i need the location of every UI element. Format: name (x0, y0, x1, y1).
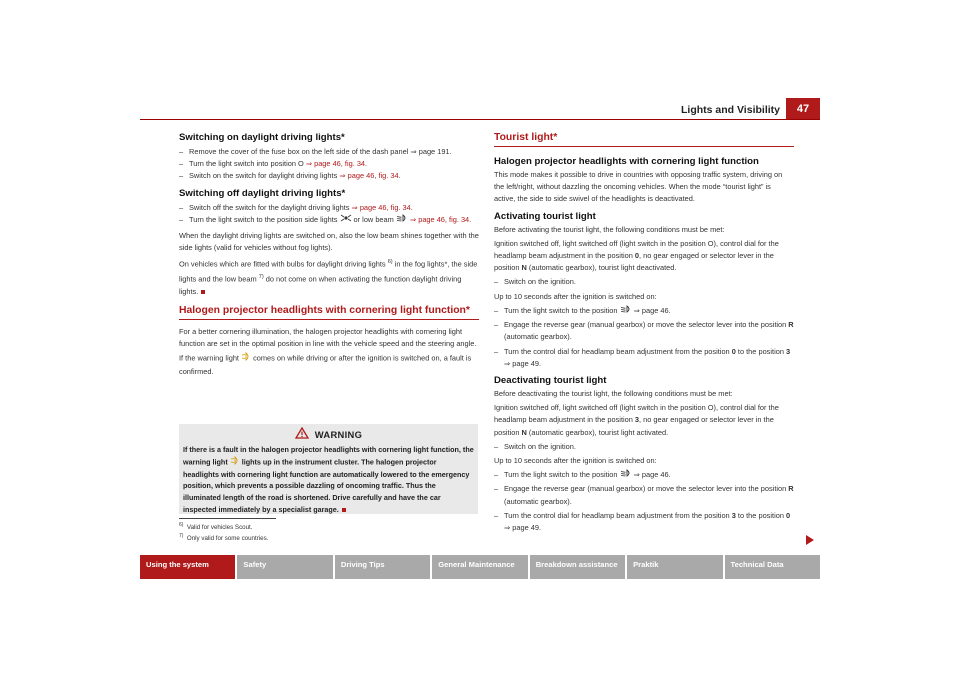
warning-header (179, 424, 478, 444)
paragraph: Before deactivating the tourist light, the following conditions must be met: (494, 388, 733, 398)
tab-general-maintenance[interactable]: General Maintenance (432, 555, 527, 579)
warning-triangle-icon (295, 427, 309, 441)
paragraph: Ignition switched off, light switched off (light switch in the position O), control dial for the headlamp beam adjustment in the position 0, no gear engaged or selector lever in the position N (automatic gearbox), tourist light deactivated. (494, 238, 779, 273)
list-item: – Switch on the ignition. (494, 441, 576, 451)
section-heading-block (179, 304, 479, 320)
chapter-nav-bar (140, 555, 820, 579)
cornering-light-warning-icon (230, 456, 240, 469)
list-item: – Switch on the switch for daylight driving lights ⇒ page 46, fig. 34. (179, 171, 401, 181)
low-beam-icon (396, 214, 408, 226)
list-item: – Switch off the switch for the daylight driving lights ⇒ page 46, fig. 34. (179, 202, 413, 212)
heading-tourist-light: Tourist light* (494, 132, 558, 143)
page-ref-link[interactable]: page 46, fig. 34. (347, 171, 401, 181)
page-number: 47 (786, 98, 820, 120)
paragraph: If the warning light comes on while driving or after the ignition is switched on, a fault is confirmed. (179, 354, 472, 376)
page-ref-link[interactable]: page 46, fig. 34. (359, 202, 413, 212)
footnote-rule (179, 518, 276, 519)
tab-driving-tips[interactable]: Driving Tips (335, 555, 430, 579)
tab-praktik[interactable]: Praktik (627, 555, 722, 579)
heading-deactivating: Deactivating tourist light (494, 374, 607, 386)
warning-text: If there is a fault in the halogen projector headlights with cornering light function, the warning light lights up in the instrument cluster. The halogen projector headlights with cornering light function are automatically lowered to the emergency position, which prevents a possible dazzling of oncoming traffic. Thus the illuminated length of the road is shortened. Drive carefully and have the car inspected immediately by a specialist garage. (183, 445, 474, 514)
heading-activating: Activating tourist light (494, 210, 596, 222)
footnote: $^{7)}$ Only valid for some countries. (179, 533, 269, 543)
page-ref-link[interactable]: page 191. (418, 147, 452, 156)
page-ref-link[interactable]: ⇒ page 49. (504, 523, 542, 532)
paragraph: Before activating the tourist light, the following conditions must be met: (494, 224, 725, 234)
paragraph: Up to 10 seconds after the ignition is switched on: (494, 455, 657, 465)
warning-title: WARNING (314, 428, 363, 440)
heading-daylight-off: Switching off daylight driving lights* (179, 187, 346, 199)
paragraph: For a better cornering illumination, the halogen projector headlights with cornering light function are set in the optimal position in line with the vehicle speed and the steering angle. (179, 327, 477, 349)
footnotes (179, 521, 479, 543)
warning-box (179, 424, 478, 514)
page-ref-link[interactable]: ⇒ page 46. (633, 470, 671, 480)
section-heading-block (494, 131, 794, 147)
paragraph: When the daylight driving lights are switched on, also the low beam shines together with the side lights (valid for vehicles without fog lights). (179, 231, 479, 253)
left-column (179, 131, 479, 378)
list-item: – Turn the control dial for headlamp beam adjustment from the position 0 to the position 3 ⇒ page 49. (494, 346, 791, 368)
tab-technical-data[interactable]: Technical Data (725, 555, 820, 579)
low-beam-icon (620, 469, 632, 481)
tab-safety[interactable]: Safety (237, 555, 332, 579)
header-rule (140, 119, 820, 120)
list-item: – Turn the light switch into position O ⇒ page 46, fig. 34. (179, 159, 368, 169)
tab-using-the-system[interactable]: Using the system (140, 555, 235, 579)
cornering-light-warning-icon (241, 352, 251, 365)
page-ref-link[interactable]: page 46, fig. 34. (314, 159, 368, 169)
running-header-title: Lights and Visibility (681, 104, 780, 116)
side-lights-icon (340, 214, 352, 226)
right-column (494, 131, 794, 534)
heading-halogen-projector: Halogen projector headlights with cornering light function* (179, 305, 470, 317)
next-page-arrow-icon[interactable] (805, 533, 815, 551)
section-end-marker (342, 508, 346, 512)
paragraph: Ignition switched off, light switched off (light switch in the position O), control dial for the headlamp beam adjustment in the position 3, no gear engaged or selector lever in the position N (automatic gearbox), tourist light activated. (494, 403, 779, 437)
page-ref-link[interactable]: ⇒ page 46. (633, 305, 671, 315)
list-item: – Turn the control dial for headlamp beam adjustment from the position 3 to the position 0 ⇒ page 49. (494, 510, 791, 532)
list-item: – Engage the reverse gear (manual gearbox) or move the selector lever into the position R (automatic gearbox). (494, 320, 794, 342)
list-item: – Turn the light switch to the position ⇒ page 46. (494, 469, 794, 481)
heading-daylight-on: Switching on daylight driving lights* (179, 132, 345, 143)
footnote: $^{6)}$ Valid for vehicles Scout. (179, 522, 253, 532)
list-item: – Turn the light switch to the position ⇒ page 46. (494, 305, 794, 317)
list-item: – Remove the cover of the fuse box on the left side of the dash panel ⇒ page 191. (179, 147, 452, 156)
section-end-marker (201, 290, 205, 294)
paragraph: Up to 10 seconds after the ignition is switched on: (494, 291, 657, 301)
tab-breakdown-assistance[interactable]: Breakdown assistance (530, 555, 625, 579)
low-beam-icon (620, 305, 632, 317)
list-item: – Turn the light switch to the position side lights or low beam ⇒ page 46, fig. 34. (179, 214, 479, 226)
heading-halogen: Halogen projector headlights with cornering light function (494, 156, 759, 167)
list-item: – Switch on the ignition. (494, 277, 576, 287)
paragraph: This mode makes it possible to drive in countries with opposing traffic system, driving on the left/right, without dazzling the oncoming vehicles. When the mode “tourist light” is active, the side to side swivel of the headlights is deactivated. (494, 170, 783, 204)
page-ref-link[interactable]: ⇒ page 49. (504, 358, 542, 368)
paragraph: On vehicles which are fitted with bulbs for daylight driving lights $^{6)}$ in the fog lights*, the side lights and the low beam $^{7)}$ do not come on when activating the function daylight driving lights. (179, 259, 478, 296)
list-item: – Engage the reverse gear (manual gearbox) or move the selector lever into the position R (automatic gearbox). (494, 484, 794, 506)
page-ref-link[interactable]: page 46, fig. 34. (418, 214, 472, 224)
